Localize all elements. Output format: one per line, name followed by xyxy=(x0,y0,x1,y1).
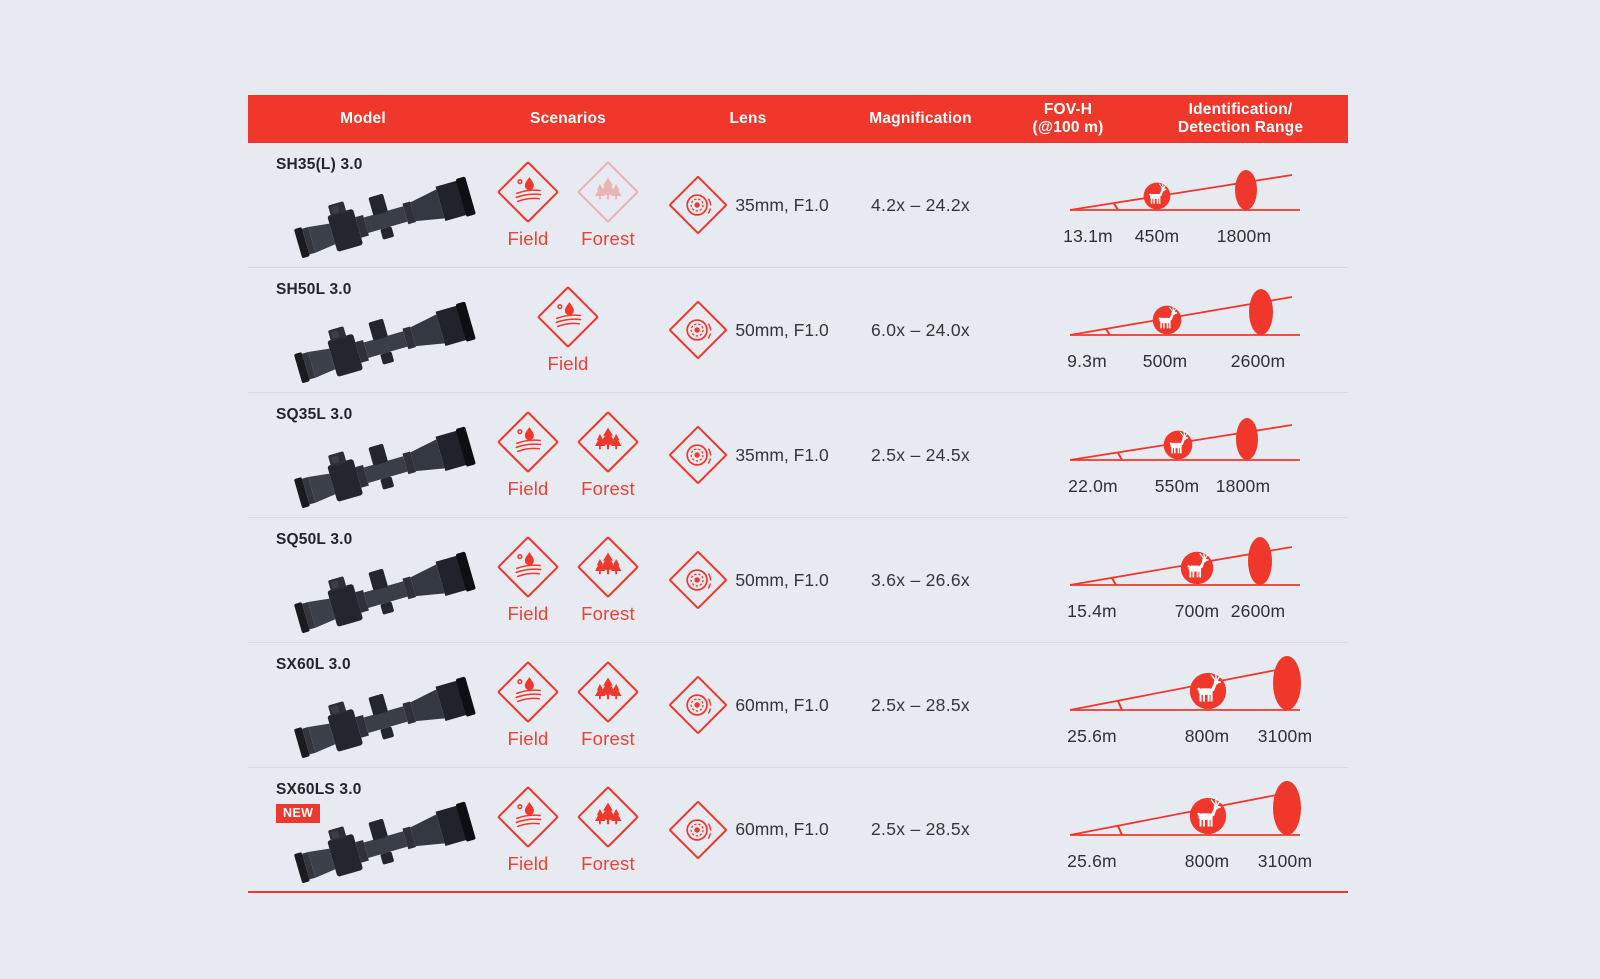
scope-product-image xyxy=(282,669,494,767)
scenario-label: Field xyxy=(547,353,589,374)
fov-range-cell xyxy=(1003,518,1348,642)
lens-icon xyxy=(667,799,729,861)
detection-range-value: 3100m xyxy=(1257,726,1313,746)
scenario-label: Field xyxy=(507,728,549,749)
table-row xyxy=(248,143,1348,268)
scenario-item xyxy=(491,660,565,750)
scenario-label: Forest xyxy=(581,603,635,624)
scope-product-image xyxy=(282,294,494,392)
magnification-value: 6.0x – 24.0x xyxy=(871,319,970,340)
model-cell xyxy=(248,393,478,517)
scope-product-image xyxy=(282,419,494,517)
field-glyph-icon xyxy=(510,174,546,210)
scenarios-cell xyxy=(478,768,658,891)
scenario-item xyxy=(571,160,645,250)
lens-glyph-icon xyxy=(680,437,716,473)
table-row xyxy=(248,268,1348,393)
detection-range-value: 2600m xyxy=(1230,351,1286,371)
field-icon xyxy=(536,285,600,349)
lens-spec: 35mm, F1.0 xyxy=(735,444,829,465)
scope-product-image xyxy=(282,169,494,267)
model-cell xyxy=(248,518,478,642)
lens-icon xyxy=(667,424,729,486)
lens-spec: 60mm, F1.0 xyxy=(735,819,829,839)
lens-glyph-icon xyxy=(680,562,716,598)
scenario-label: Field xyxy=(507,603,549,624)
forest-icon xyxy=(576,410,640,474)
scenario-item xyxy=(571,660,645,750)
lens-cell xyxy=(658,518,838,642)
lens-glyph-icon xyxy=(680,312,716,348)
scenario-item xyxy=(491,785,565,875)
scenario-label: Forest xyxy=(581,852,635,874)
forest-glyph-icon xyxy=(590,674,626,710)
forest-icon xyxy=(576,535,640,599)
table-row xyxy=(248,393,1348,518)
fov-range-labels xyxy=(1030,851,1330,875)
model-cell xyxy=(248,643,478,767)
detection-range-value: 2600m xyxy=(1230,601,1286,621)
field-icon xyxy=(496,535,560,599)
forest-icon xyxy=(576,160,640,224)
lens-cell xyxy=(658,643,838,767)
fov-h-value: 22.0m xyxy=(1068,476,1118,496)
lens-glyph-icon xyxy=(680,812,716,848)
scenario-item xyxy=(491,535,565,625)
scenario-label: Forest xyxy=(581,228,635,249)
scenarios-cell xyxy=(478,393,658,517)
model-name: SX60L 3.0 xyxy=(276,656,351,673)
fov-range-cell xyxy=(1003,268,1348,392)
identification-range-value: 800m xyxy=(1184,726,1230,746)
forest-glyph-icon xyxy=(590,549,626,585)
fov-wedge-diagram xyxy=(1030,660,1330,722)
magnification-value: 2.5x – 24.5x xyxy=(871,444,970,465)
deer-icon xyxy=(1153,306,1182,335)
scenario-label: Field xyxy=(507,478,549,499)
model-name: SX60LS 3.0 xyxy=(276,781,362,798)
identification-range-value: 700m xyxy=(1174,601,1220,621)
model-name: SH50L 3.0 xyxy=(276,281,352,298)
scenario-item xyxy=(491,160,565,250)
scenario-label: Field xyxy=(507,852,549,874)
fov-range-cell xyxy=(1003,643,1348,767)
model-cell xyxy=(248,768,478,891)
scenario-item xyxy=(491,410,565,500)
fov-wedge-diagram xyxy=(1030,285,1330,347)
fov-wedge-diagram xyxy=(1030,160,1330,222)
fov-wedge-diagram xyxy=(1030,785,1330,847)
scenario-label: Forest xyxy=(581,728,635,749)
fov-wedge-diagram xyxy=(1030,410,1330,472)
header-scenarios: Scenarios xyxy=(530,110,606,128)
product-comparison-table xyxy=(248,95,1348,893)
scenarios-cell xyxy=(478,518,658,642)
lens-cell xyxy=(658,268,838,392)
fov-range-labels xyxy=(1030,351,1330,375)
fov-range-labels xyxy=(1030,726,1330,750)
field-icon xyxy=(496,160,560,224)
fov-h-value: 25.6m xyxy=(1067,726,1117,746)
detection-range-value: 3100m xyxy=(1257,851,1313,871)
scenario-item xyxy=(571,785,645,875)
model-cell xyxy=(248,143,478,267)
magnification-value: 2.5x – 28.5x xyxy=(871,694,970,715)
fov-range-labels xyxy=(1030,476,1330,500)
fov-range-cell xyxy=(1003,393,1348,517)
forest-icon xyxy=(576,660,640,724)
field-glyph-icon xyxy=(510,424,546,460)
field-icon xyxy=(496,410,560,474)
scenarios-cell xyxy=(478,643,658,767)
detection-range-value: 1800m xyxy=(1215,476,1271,496)
model-name: SH35(L) 3.0 xyxy=(276,156,363,173)
detection-range-value: 1800m xyxy=(1216,226,1272,246)
identification-range-value: 500m xyxy=(1142,351,1188,371)
scenarios-cell xyxy=(478,268,658,392)
table-row xyxy=(248,643,1348,768)
field-icon xyxy=(496,785,560,849)
table-row xyxy=(248,518,1348,643)
lens-cell xyxy=(658,393,838,517)
lens-icon xyxy=(667,299,729,361)
deer-icon xyxy=(1144,183,1171,210)
fov-h-value: 25.6m xyxy=(1067,851,1117,871)
field-glyph-icon xyxy=(550,299,586,335)
scope-product-image xyxy=(282,544,494,642)
forest-glyph-icon xyxy=(590,424,626,460)
scenario-label: Field xyxy=(507,228,549,249)
lens-spec: 50mm, F1.0 xyxy=(735,319,829,340)
lens-spec: 35mm, F1.0 xyxy=(735,194,829,215)
lens-icon xyxy=(667,674,729,736)
header-model: Model xyxy=(340,110,386,128)
scenario-item xyxy=(571,410,645,500)
header-lens: Lens xyxy=(729,110,767,128)
deer-icon xyxy=(1190,798,1226,834)
fov-h-value: 13.1m xyxy=(1063,226,1113,246)
lens-icon xyxy=(667,174,729,236)
lens-spec: 50mm, F1.0 xyxy=(735,569,829,590)
table-row xyxy=(248,768,1348,893)
model-cell xyxy=(248,268,478,392)
new-badge: NEW xyxy=(276,804,320,823)
scenario-label: Forest xyxy=(581,478,635,499)
header-range: Identification/ Detection Range xyxy=(1177,101,1304,136)
fov-h-value: 15.4m xyxy=(1067,601,1117,621)
header-magnification: Magnification xyxy=(869,110,972,128)
fov-range-labels xyxy=(1030,601,1330,625)
forest-glyph-icon xyxy=(590,799,626,835)
lens-glyph-icon xyxy=(680,687,716,723)
fov-range-labels xyxy=(1030,226,1330,250)
fov-wedge-diagram xyxy=(1030,535,1330,597)
model-name: SQ50L 3.0 xyxy=(276,531,353,548)
forest-glyph-icon xyxy=(590,174,626,210)
model-name: SQ35L 3.0 xyxy=(276,406,353,423)
lens-cell xyxy=(658,143,838,267)
deer-icon xyxy=(1190,673,1226,709)
forest-icon xyxy=(576,785,640,849)
field-glyph-icon xyxy=(510,674,546,710)
deer-icon xyxy=(1164,431,1193,460)
magnification-value: 3.6x – 26.6x xyxy=(871,569,970,590)
lens-icon xyxy=(667,549,729,611)
fov-range-cell xyxy=(1003,143,1348,267)
magnification-value: 4.2x – 24.2x xyxy=(871,194,970,215)
lens-cell xyxy=(658,768,838,891)
field-icon xyxy=(496,660,560,724)
identification-range-value: 800m xyxy=(1184,851,1230,871)
identification-range-value: 450m xyxy=(1134,226,1180,246)
field-glyph-icon xyxy=(510,549,546,585)
fov-range-cell xyxy=(1003,768,1348,891)
scenario-item xyxy=(571,535,645,625)
field-glyph-icon xyxy=(510,799,546,835)
deer-icon xyxy=(1181,552,1213,584)
identification-range-value: 550m xyxy=(1154,476,1200,496)
scenario-item xyxy=(531,285,605,375)
lens-spec: 60mm, F1.0 xyxy=(735,694,829,715)
fov-h-value: 9.3m xyxy=(1067,351,1107,371)
magnification-value: 2.5x – 28.5x xyxy=(871,819,970,839)
table-header xyxy=(248,95,1348,143)
header-fov: FOV-H (@100 m) xyxy=(1032,101,1104,136)
scenarios-cell xyxy=(478,143,658,267)
lens-glyph-icon xyxy=(680,187,716,223)
